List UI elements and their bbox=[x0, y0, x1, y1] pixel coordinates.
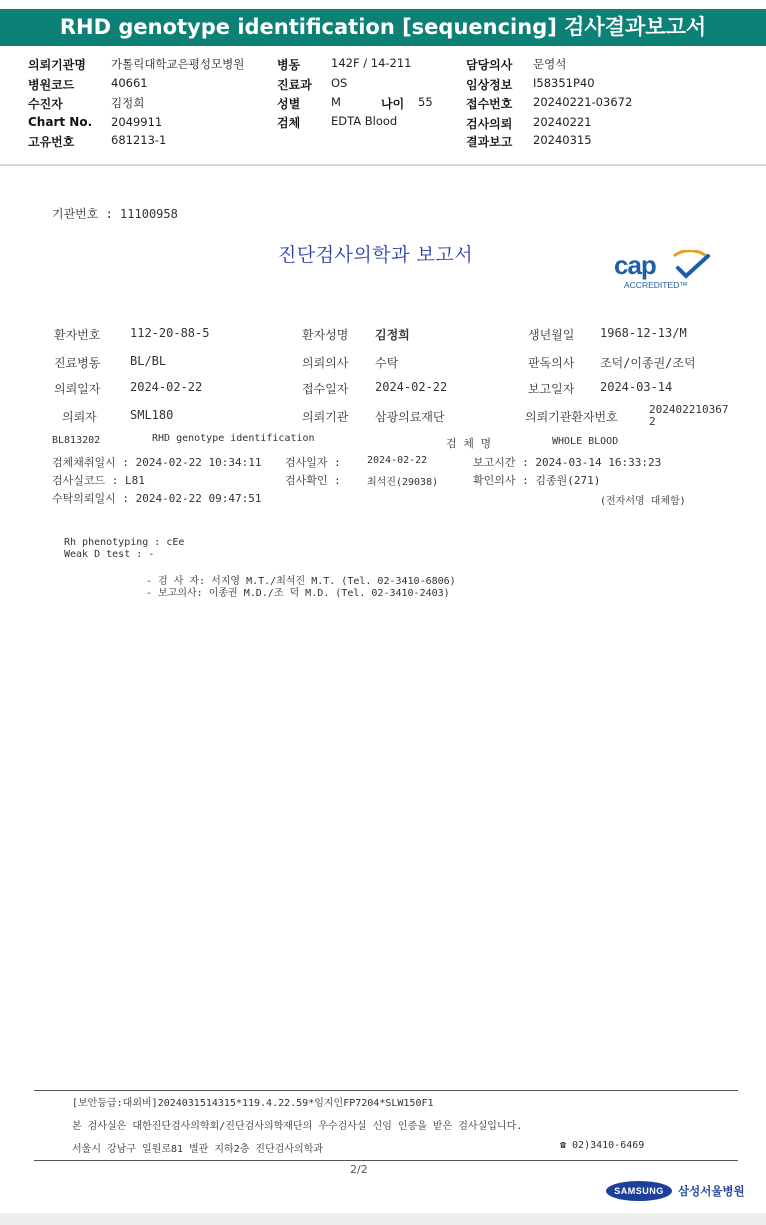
patient-key: 접수일자 bbox=[302, 382, 349, 396]
exam-field: 2024-02-22 bbox=[367, 455, 428, 466]
exam-field: 최석진(29038) bbox=[367, 477, 439, 488]
header-value: 55 bbox=[418, 95, 433, 109]
header-value: 681213-1 bbox=[111, 133, 167, 147]
result-line: Rh phenotyping : cEe bbox=[64, 537, 185, 548]
exam-field: 수탁의뢰일시 : 2024-02-22 09:47:51 bbox=[52, 492, 262, 505]
cap-logo-subtitle: ACCREDITED™ bbox=[624, 280, 688, 290]
header-key: Chart No. bbox=[28, 115, 93, 129]
patient-key: 의뢰기관 bbox=[302, 410, 349, 424]
header-key: 병원코드 bbox=[28, 78, 75, 92]
header-key: 수진자 bbox=[28, 97, 63, 111]
patient-key: 의뢰자 bbox=[62, 410, 97, 424]
patient-key: 의뢰기관환자번호 bbox=[525, 410, 618, 424]
patient-value: 수탁 bbox=[375, 356, 399, 370]
header-value: 김정희 bbox=[111, 96, 145, 110]
patient-key: 의뢰의사 bbox=[302, 356, 349, 370]
header-value: 문영석 bbox=[533, 57, 567, 71]
header-value: 142F / 14-211 bbox=[331, 56, 412, 70]
header-key: 의뢰기관명 bbox=[28, 58, 86, 72]
patient-value: 김정희 bbox=[375, 328, 410, 342]
patient-value: 1968-12-13/M bbox=[600, 326, 687, 340]
header-divider bbox=[0, 164, 766, 166]
samsung-hospital-logo bbox=[606, 1180, 746, 1204]
patient-value: 202402210367 bbox=[649, 403, 729, 416]
header-value: OS bbox=[331, 76, 348, 90]
document-title: 진단검사의학과 보고서 bbox=[278, 244, 474, 266]
header-key: 고유번호 bbox=[28, 135, 75, 149]
samsung-logo-mark: SAMSUNG bbox=[606, 1181, 672, 1201]
cap-accredited-logo bbox=[612, 250, 712, 294]
patient-value: 112-20-88-5 bbox=[130, 326, 210, 340]
header-value: EDTA Blood bbox=[331, 114, 398, 128]
hospital-name: 삼성서울병원 bbox=[678, 1184, 745, 1198]
page-number: 2/2 bbox=[350, 1163, 368, 1176]
patient-key: 환자성명 bbox=[302, 328, 349, 342]
patient-key: 의뢰일자 bbox=[54, 382, 101, 396]
header-key: 병동 bbox=[277, 58, 301, 72]
footer-bottom-rule bbox=[34, 1160, 738, 1161]
header-value: I58351P40 bbox=[533, 76, 595, 90]
header-key: 성별 bbox=[277, 97, 301, 111]
patient-value: 2 bbox=[649, 415, 656, 428]
header-key: 진료과 bbox=[277, 78, 312, 92]
report-title: RHD genotype identification [sequencing] 검사결과보고서 bbox=[0, 9, 766, 46]
exam-field: 검체채취일시 : 2024-02-22 10:34:11 bbox=[52, 456, 262, 469]
checkmark-icon bbox=[668, 250, 712, 284]
result-line: Weak D test : - bbox=[64, 549, 155, 560]
header-value: 20240221-03672 bbox=[533, 95, 633, 109]
exam-field: 검사일자 : bbox=[285, 456, 341, 469]
header-value: 20240315 bbox=[533, 133, 592, 147]
patient-key: 환자번호 bbox=[54, 328, 101, 342]
patient-value: 2024-03-14 bbox=[600, 380, 673, 394]
header-key: 결과보고 bbox=[466, 135, 513, 149]
security-line: [보안등급:대외비]2024031514315*119.4.22.59*임지인FP7204*SLW150F1 bbox=[72, 1098, 434, 1109]
staff-line: - 검 사 자: 서지영 M.T./최석진 M.T. (Tel. 02-3410-6806) bbox=[146, 576, 456, 587]
header-info bbox=[0, 48, 766, 166]
institution-number: 기관번호 : 11100958 bbox=[52, 207, 178, 221]
header-value: 2049911 bbox=[111, 115, 163, 129]
footer-top-rule bbox=[34, 1090, 738, 1091]
exam-field: 보고시간 : 2024-03-14 16:33:23 bbox=[473, 456, 662, 469]
patient-value: 조덕/이종권/조덕 bbox=[600, 356, 696, 370]
specimen-key: 검 체 명 bbox=[446, 437, 492, 450]
header-value: M bbox=[331, 95, 341, 109]
header-value: 40661 bbox=[111, 76, 148, 90]
header-key: 담당의사 bbox=[466, 58, 513, 72]
patient-value: SML180 bbox=[130, 408, 174, 422]
exam-code: BL813202 bbox=[52, 435, 101, 446]
header-key: 나이 bbox=[381, 97, 405, 111]
address-line: 서울시 강남구 일원로81 별관 지하2층 진단검사의학과 bbox=[72, 1144, 324, 1155]
patient-value: BL/BL bbox=[130, 354, 167, 368]
certification-line: 본 검사실은 대한진단검사의학회/진단검사의학재단의 우수검사실 신임 인증을 받은 검사실입니다. bbox=[72, 1121, 523, 1132]
staff-line: - 보고의사: 이종권 M.D./조 덕 M.D. (Tel. 02-3410-2403) bbox=[146, 588, 450, 599]
header-value: 20240221 bbox=[533, 115, 592, 129]
header-key: 임상정보 bbox=[466, 78, 513, 92]
cap-logo-word: cap bbox=[614, 250, 656, 280]
patient-key: 진료병동 bbox=[54, 356, 101, 370]
exam-test-name: RHD genotype identification bbox=[152, 433, 315, 444]
header-value: 가톨릭대학교은평성모병원 bbox=[111, 57, 245, 71]
exam-field: 검사실코드 : L81 bbox=[52, 474, 145, 487]
header-key: 접수번호 bbox=[466, 97, 513, 111]
patient-key: 생년월일 bbox=[528, 328, 575, 342]
exam-field: 확인의사 : 김종원(271) bbox=[473, 474, 601, 487]
exam-field: 검사확인 : bbox=[285, 474, 341, 487]
patient-value: 2024-02-22 bbox=[130, 380, 203, 394]
page-bottom-strip bbox=[0, 1213, 766, 1225]
specimen-value: WHOLE BLOOD bbox=[552, 436, 619, 447]
header-key: 검사의뢰 bbox=[466, 117, 513, 131]
report-title-bar bbox=[0, 0, 766, 48]
patient-key: 판독의사 bbox=[528, 356, 575, 370]
patient-key: 보고일자 bbox=[528, 382, 575, 396]
phone-line: ☎ 02)3410-6469 bbox=[560, 1140, 645, 1151]
header-key: 검체 bbox=[277, 116, 301, 130]
patient-value: 2024-02-22 bbox=[375, 380, 448, 394]
patient-value: 삼광의료재단 bbox=[375, 410, 445, 424]
e-signature-note: (전자서명 대체함) bbox=[600, 496, 686, 507]
